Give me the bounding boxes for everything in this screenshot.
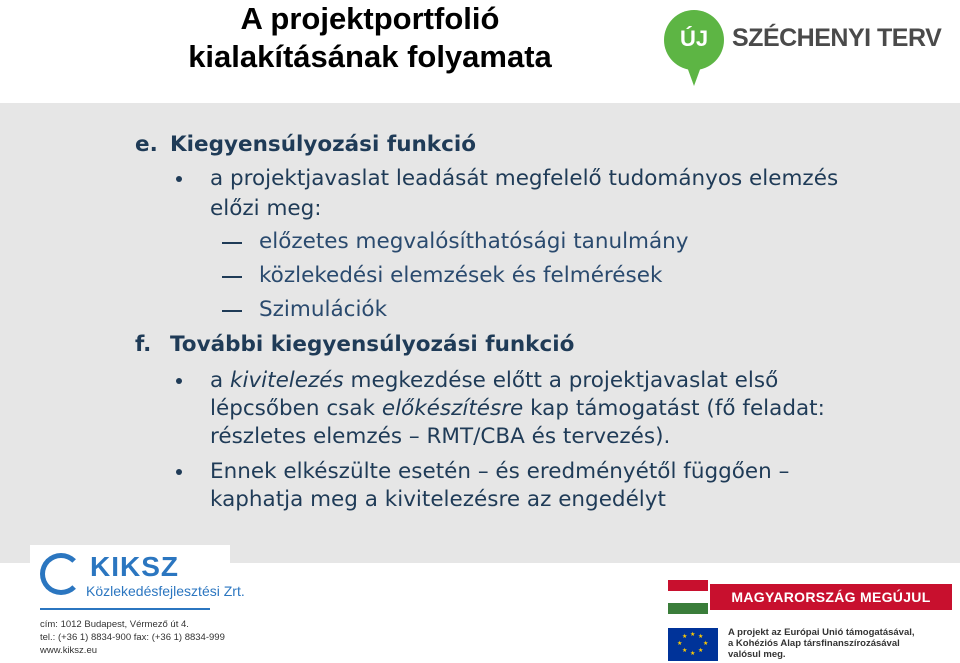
bullet-icon	[176, 176, 182, 182]
slide-title-line1: A projektportfolió	[240, 1, 500, 36]
szechenyi-pin-icon	[686, 64, 702, 86]
section-f-bullet1-line3: részletes elemzés – RMT/CBA és tervezés).	[210, 424, 671, 449]
section-f-label: f.	[135, 332, 152, 357]
kiksz-web: www.kiksz.eu	[40, 645, 98, 656]
eu-note-line2: a Kohéziós Alap társfinanszírozásával	[728, 638, 900, 649]
slide-title	[120, 0, 620, 76]
section-e-subitem: közlekedési elemzések és felmérések	[259, 263, 663, 288]
eu-note-text	[728, 627, 915, 660]
kiksz-divider	[40, 608, 210, 610]
dash-icon	[222, 242, 242, 244]
kiksz-logo-block	[30, 545, 245, 663]
kiksz-logo-icon	[40, 553, 82, 595]
text-part: lépcsőben csak	[210, 396, 382, 421]
szechenyi-logo-text: SZÉCHENYI TERV	[732, 24, 942, 52]
section-e-heading: Kiegyensúlyozási funkció	[170, 132, 476, 157]
text-part: kap támogatást (fő feladat:	[523, 396, 825, 421]
dash-icon	[222, 310, 242, 312]
section-e-bullet-line2: előzi meg:	[210, 196, 322, 221]
slide-title-line2: kialakításának folyamata	[188, 39, 552, 74]
hungarian-flag-icon	[668, 580, 708, 614]
bullet-icon	[176, 469, 182, 475]
eu-note-line1: A projekt az Európai Unió támogatásával,	[728, 627, 915, 638]
kiksz-address: cím: 1012 Budapest, Vérmező út 4.	[40, 619, 189, 630]
magyarorszag-megujul-logo	[664, 578, 954, 618]
text-part: megkezdése előtt a projektjavaslat első	[343, 368, 779, 393]
section-f-bullet1-line1	[210, 367, 778, 395]
section-f-bullet1-line2	[210, 395, 825, 423]
szechenyi-terv-logo	[664, 10, 942, 90]
kiksz-phone: tel.: (+36 1) 8834-900 fax: (+36 1) 8834-999	[40, 632, 225, 643]
kiksz-name: KIKSZ	[90, 551, 179, 582]
section-f-bullet2-line1: Ennek elkészülte esetén – és eredményétől függően –	[210, 459, 790, 484]
eu-support-note	[664, 624, 958, 663]
kiksz-subtitle: Közlekedésfejlesztési Zrt.	[86, 583, 245, 599]
eu-note-line3: valósul meg.	[728, 649, 786, 660]
text-emphasis: előkészítésre	[381, 396, 524, 421]
text-emphasis: kivitelezés	[230, 368, 344, 393]
dash-icon	[222, 276, 242, 278]
section-e-subitem: előzetes megvalósíthatósági tanulmány	[259, 229, 689, 254]
eu-flag-icon: ★ ★ ★ ★ ★ ★ ★ ★	[668, 628, 718, 661]
section-f-heading: További kiegyensúlyozási funkció	[170, 332, 575, 357]
magyarorszag-megujul-text: MAGYARORSZÁG MEGÚJUL	[710, 584, 952, 610]
section-e-subitem: Szimulációk	[259, 297, 388, 322]
section-e-label: e.	[135, 132, 158, 157]
bullet-icon	[176, 378, 182, 384]
text-part: a	[210, 368, 231, 393]
section-e-bullet-line1: a projektjavaslat leadását megfelelő tudományos elemzés	[210, 166, 839, 191]
section-f-bullet2-line2: kaphatja meg a kivitelezésre az engedélyt	[210, 487, 666, 512]
szechenyi-badge-text: ÚJ	[679, 26, 709, 51]
